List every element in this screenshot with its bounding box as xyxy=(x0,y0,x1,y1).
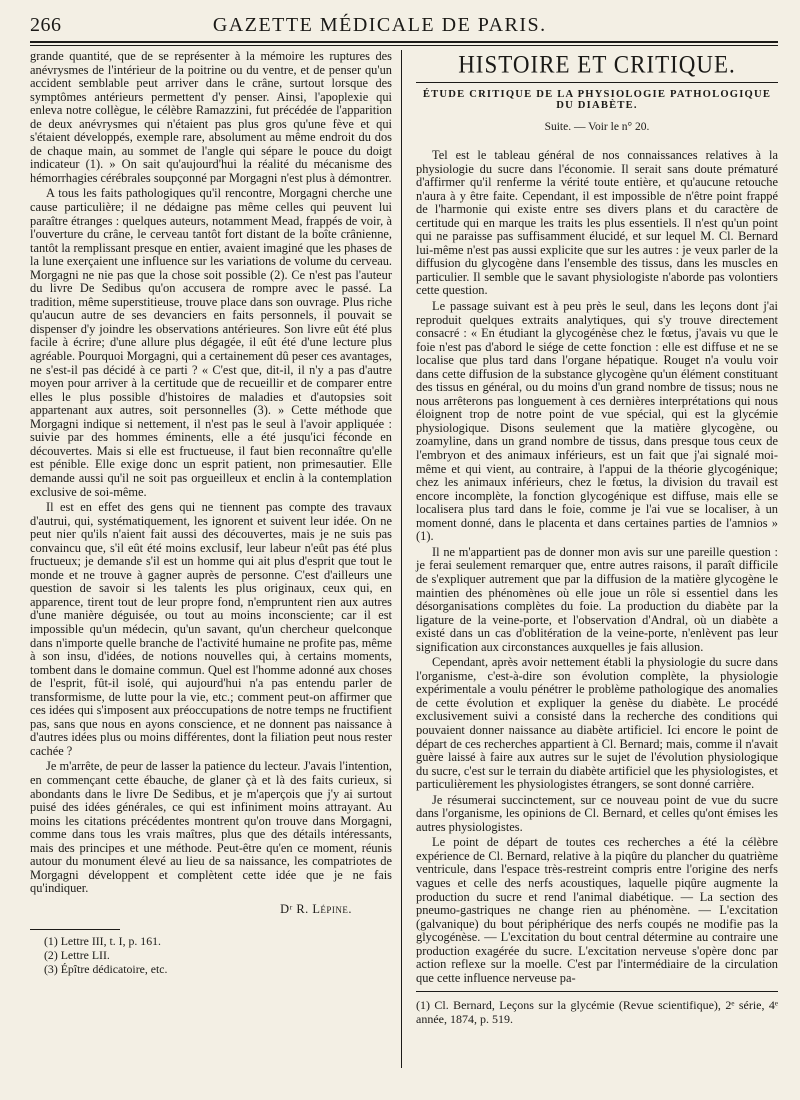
left-paragraph: Je m'arrête, de peur de lasser la patience du lecteur. J'avais l'intention, en commençant cette ébauche, de glaner çà et là des faits curieux, si abondants dans le livre De Sedibus, et je m'aperçois que j'y ai surtout puisé des idées générales, ce qui est infiniment moins attrayant. Au moins les citations précédentes montrent qu'on trouve dans Morgagni, comme dans tous les vrais maîtres, plus que des détails intéressants, mais des principes et une méthode. Peut-être qu'en ce moment, réunis autour du monument élevé au lieu de sa naissance, les compatriotes de Morgagni développent et complètent cette idée que je ne fais qu'indiquer. xyxy=(30,759,392,896)
footnote: (2) Lettre LII. xyxy=(44,947,110,962)
footnote: (1) Lettre III, t. I, p. 161. xyxy=(44,933,161,948)
footnote: (3) Épître dédicatoire, etc. xyxy=(44,961,168,976)
author-signature: Dʳ R. Lépine. xyxy=(280,901,352,916)
running-head xyxy=(30,14,778,41)
journal-title: GAZETTE MÉDICALE DE PARIS. xyxy=(212,14,547,36)
right-footnote: (1) Cl. Bernard, Leçons sur la glycémie (Revue scientifique), 2ᵉ série, 4ᵉ année, 1874, p. 519. xyxy=(416,998,778,1027)
right-article-text xyxy=(416,149,778,985)
footnote-rule xyxy=(416,991,778,992)
footnote-rule xyxy=(30,929,120,930)
left-paragraph: A tous les faits pathologiques qu'il rencontre, Morgagni cherche une cause particulière; il ne dédaigne pas même celles qui peuvent lui paraître étranges : quelques auteurs, notamment Mead, frappés de voir, à l'ouverture du crâne, le cerveau tantôt fort distant de la boîte crânienne, tantôt la remplissant presque en entier, avaient imaginé que les phases de la lune exerçaient une influence sur les variations de volume du cerveau. Morgagni ne nie pas que la chose soit possible (2). Ce n'est pas l'auteur du livre De Sedibus qu'on accusera de rompre avec le passé. La tradition, même superstitieuse, trouve place dans son ouvrage. Plus riche qu'aucun autre de ses devanciers en faits personnels, il pouvait se dispenser d'y joindre les observations antérieures. Son livre eût été plus facile à écrire; d'une allure plus dégagée, il eût été d'une lecture plus agréable. Pourquoi Morgagni, qui a certainement dû peser ces avantages, ne s'est-il pas décidé à ce parti ? « C'est que, dit-il, il n'y a pas d'autre moyen pour arriver à la certitude que de recueillir et de comparer entre elles le plus possible d'histoires de maladies et d'autopsies soit appartenant aux autres, soit personnelles (3). » Cette méthode que Morgagni indique si nettement, il n'est pas le seul à l'avoir appliquée : suivie par des hommes éminents, elle a été jusqu'ici féconde en découvertes. Mais si elle est fructueuse, il faut bien reconnaître qu'elle est pénible. Elle exige donc un esprit patient, non primesautier. Elle demande aussi qu'il ne soit pas orgueilleux et enclin à la contemplation exclusive de soi-même. xyxy=(30,186,392,499)
page-number: 266 xyxy=(30,14,62,36)
right-paragraph: Je résumerai succinctement, sur ce nouveau point de vue du sucre dans l'organisme, les opinions de Cl. Bernard, et celles qu'ont émises les autres physiologistes. xyxy=(416,792,778,834)
two-column-body xyxy=(30,50,778,1068)
left-article-text xyxy=(30,50,392,896)
left-column xyxy=(30,50,401,1068)
left-paragraph: grande quantité, que de se représenter à la mémoire les ruptures des anévrysmes de l'intérieur de la poitrine ou du ventre, et de penser qu'un accident semblable peut arriver dans le crâne, surtout lorsque des symptômes antérieurs permettent d'y penser. Ainsi, l'apoplexie qui enleva notre collègue, le célèbre Ramazzini, fut précédée de l'apparition de deux anévrysmes qui n'étaient pas plus gros qu'une fève et qui s'étaient développés, exemple rare, absolument au même endroit du dos de chaque main, au sommet de l'angle qui sépare le pouce du doigt indicateur (1). » On sait qu'aujourd'hui la réalité du mécanisme des hémorrhagies cérébrales soupçonné par Morgagni n'est plus à démontrer. xyxy=(30,50,392,185)
section-title: HISTOIRE ET CRITIQUE. xyxy=(458,50,736,79)
left-footnotes xyxy=(30,934,392,976)
header-rule xyxy=(30,41,778,46)
right-paragraph: Il ne m'appartient pas de donner mon avis sur une pareille question : je ferai seulement remarquer que, entre autres raisons, il paraît difficile de s'expliquer autrement que par la diffusion de la matière glycogène le maintien des phénomènes où elle joue un rôle si essentiel dans les désorganisations complètes du foie. La production du diabète par la ligature de la veine-porte, et l'observation d'Andral, où un diabète a existé dans un cas d'oblitération de la veine-porte, n'enlèvent pas leur signification aux circonstances auxquelles je fais allusion. xyxy=(416,544,778,654)
right-paragraph: Le point de départ de toutes ces recherches a été la célèbre expérience de Cl. Bernard, relative à la piqûre du plancher du quatrième ventricule, dans l'espace très-restreint compris entre l'origine des nerfs vagues et celle des nerfs acoustiques, laquelle piqûre augmente la production du sucre et rend l'animal diabétique. — La section des pneumo-gastriques ne change rien au phénomène. — L'excitation (galvanique) du bout périphérique des nerfs coupés ne modifie pas la glycogénèse. — L'excitation du bout central détermine au contraire une production exagérée du sucre. L'excitation nerveuse s'opère donc par action reflexe sur la moelle. C'est par l'intermédiaire de la circulation que cette influence nerveuse pa- xyxy=(416,835,778,985)
section-title-rule xyxy=(416,82,778,83)
left-paragraph: Il est en effet des gens qui ne tiennent pas compte des travaux d'autrui, qui, systématiquement, les ignorent et suivent leur idée. On ne peut nier qu'ils n'aient fait aussi des découvertes, mais je ne suis pas convaincu que, s'il eût été moins exclusif, leur labeur n'eût pas été plus fructueux; je demande s'il est un homme qui ait plus d'esprit que tout le monde et ne trouve à gagner auprès de personne. C'est d'ailleurs une question de savoir si les talents les plus originaux, ceux qui, en apparence, tirent tout de leur propre fond, n'empruntent rien aux autres d'une manière déguisée, ou tout au moins inconsciente; car il est impossible qu'un médecin, qu'un savant, qu'un chercheur quelconque dans n'importe quelle branche de l'activité humaine ne profite pas, même à son insu, d'idées, de notions nouvelles qui, à certains moments, tombent dans le domaine commun. Quel est l'homme adonné aux choses de l'esprit, fût-il isolé, qui aujourd'hui n'a pas entendu parler de transformisme, de lutte pour la vie, etc.; comment peut-on affirmer que ces idées qui s'imposent aux préoccupations de notre temps ne fructifient pas, sans que nous en ayons conscience, et ne donnent pas naissance à d'autres idées plus ou moins différentes, dont la filiation peut nous rester cachée ? xyxy=(30,500,392,758)
right-paragraph: Cependant, après avoir nettement établi la physiologie du sucre dans l'organisme, c'est-à-dire son évolution complète, la physiologie expérimentale a voulu pénétrer le problème pathologique des anomalies de cette évolution et expliquer la genèse du diabète. Le procédé exclusivement suivi a consisté dans la recherche des conditions qui pouvaient donner naissance au diabète artificiel. Ici encore le point de départ de ces recherches appartient à Cl. Bernard; mais, comme il n'avait guère laissé à faire aux autres sur le sujet de l'évolution physiologique du sucre, c'est sur le terrain du diabète artificiel que les physiologistes, et particulièrement les physiologistes étrangers, se sont donné carrière. xyxy=(416,655,778,792)
right-paragraph: Tel est le tableau général de nos connaissances relatives à la physiologie du sucre dans l'économie. Il serait sans doute prématuré d'affirmer qu'il renferme la vérité toute entière, et qu'aucune retouche n'aura à y être faite. Cependant, il est impossible de n'être point frappé de l'harmonie qui existe entre ses divers plans et du caractère de certitude qui en marque les traits les plus essentiels. Il n'est qu'un point qui ne paraisse pas suffisamment élucidé, et sur lequel M. Cl. Bernard lui-même n'est pas aussi explicite que sur les autres : je veux parler de la diffusion du glycogène dans l'ensemble des tissus, dans les muscles en particulier. Il semble que le savant physiologiste n'aborde pas volontiers cette question. xyxy=(416,148,778,298)
continuation-note: Suite. — Voir le n° 20. xyxy=(544,121,650,133)
right-paragraph: Le passage suivant est à peu près le seul, dans les leçons dont j'ai reproduit quelques extraits analytiques, qui s'y trouve directement consacré : « En étudiant la glycogénèse chez le fœtus, j'avais vu que le foie n'est pas d'abord le siége de cette fonction : elle est diffuse et ne se localise que plus tard dans l'organe hépatique. Rouget n'a voulu voir dans cette diffusion de la substance glycogène qu'un élément constituant des tissus en général, ou du moins d'un grand nombre de tissus; nous ne nous arrêterons pas longuement à ces dernières interprétations qui nous éloignent trop de notre point de vue spécial, qui est la glycémie physiologique. Disons seulement que la matière glycogène, ou zoamyline, dans un grand nombre de tissus, dans presque tous ceux de l'embryon et des animaux inférieurs, est un fait que j'ai signalé moi-même et qui vient, au contraire, à l'appui de la théorie glycogénique; chez les animaux inférieurs, chez le fœtus, la division du travail est encore incomplète, la fonction glycogénique est diffuse, mais elle se localisera plus tard dans le foie, comme je l'ai vue se localiser, à un moment donné, dans le placenta et dans certaines parties de l'amnios » (1). xyxy=(416,299,778,544)
article-subtitle: ÉTUDE CRITIQUE DE LA PHYSIOLOGIE PATHOLOGIQUE DU DIABÈTE. xyxy=(422,89,772,111)
column-divider xyxy=(401,50,402,1068)
right-column xyxy=(407,50,778,1068)
